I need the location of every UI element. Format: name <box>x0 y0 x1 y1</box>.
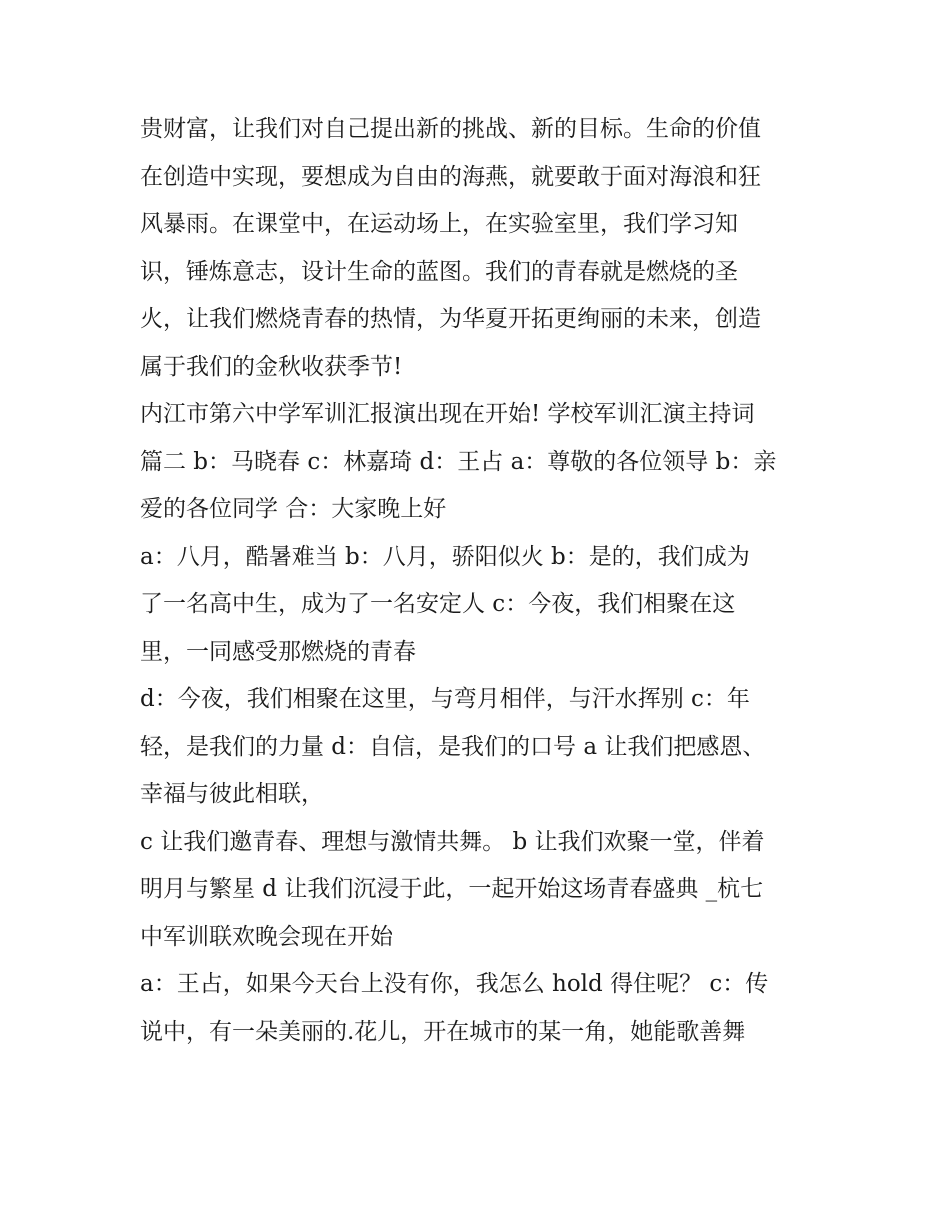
text-line: 内江市第六中学军训汇报演出现在开始! 学校军训汇演主持词 <box>140 401 755 427</box>
text-line: a：八月，酷暑难当 b：八月，骄阳似火 b：是的，我们成为 <box>140 543 750 570</box>
text-line: 风暴雨。在课堂中，在运动场上，在实验室里，我们学习知 <box>140 211 738 237</box>
text-line: d：今夜，我们相聚在这里，与弯月相伴，与汗水挥别 c：年 <box>140 686 750 712</box>
text-line: 爱的各位同学 合：大家晚上好 <box>140 496 447 522</box>
text-line: 火，让我们燃烧青春的热情，为华夏开拓更绚丽的未来，创造 <box>140 306 761 332</box>
text-line: c 让我们邀青春、理想与激情共舞。 b 让我们欢聚一堂，伴着 <box>140 828 765 855</box>
document-body <box>140 106 830 1056</box>
text-line: 了一名高中生，成为了一名安定人 c：今夜，我们相聚在这 <box>140 591 736 617</box>
text-line: 里，一同感受那燃烧的青春 <box>140 638 416 665</box>
text-line: 轻，是我们的力量 d：自信，是我们的口号 a 让我们把感恩、 <box>140 733 766 760</box>
text-line: 在创造中实现，要想成为自由的海燕，就要敢于面对海浪和狂 <box>140 163 761 190</box>
text-line: a：王占，如果今天台上没有你，我怎么 hold 得住呢？ c：传 <box>140 971 769 997</box>
text-line: 篇二 b：马晓春 c：林嘉琦 d：王占 a：尊敬的各位领导 b：亲 <box>140 448 777 475</box>
text-line: 幸福与彼此相联， <box>140 781 324 807</box>
text-line: 贵财富，让我们对自己提出新的挑战、新的目标。生命的价值 <box>140 116 761 142</box>
text-line: 明月与繁星 d 让我们沉浸于此，一起开始这场青春盛典 _杭七 <box>140 876 764 902</box>
text-line: 说中，有一朵美丽的.花儿，开在城市的某一角，她能歌善舞 <box>140 1018 746 1045</box>
text-line: 识，锤炼意志，设计生命的蓝图。我们的青春就是燃烧的圣 <box>140 258 738 285</box>
text-line: 属于我们的金秋收获季节! <box>140 353 403 380</box>
text-line: 中军训联欢晚会现在开始 <box>140 923 393 950</box>
